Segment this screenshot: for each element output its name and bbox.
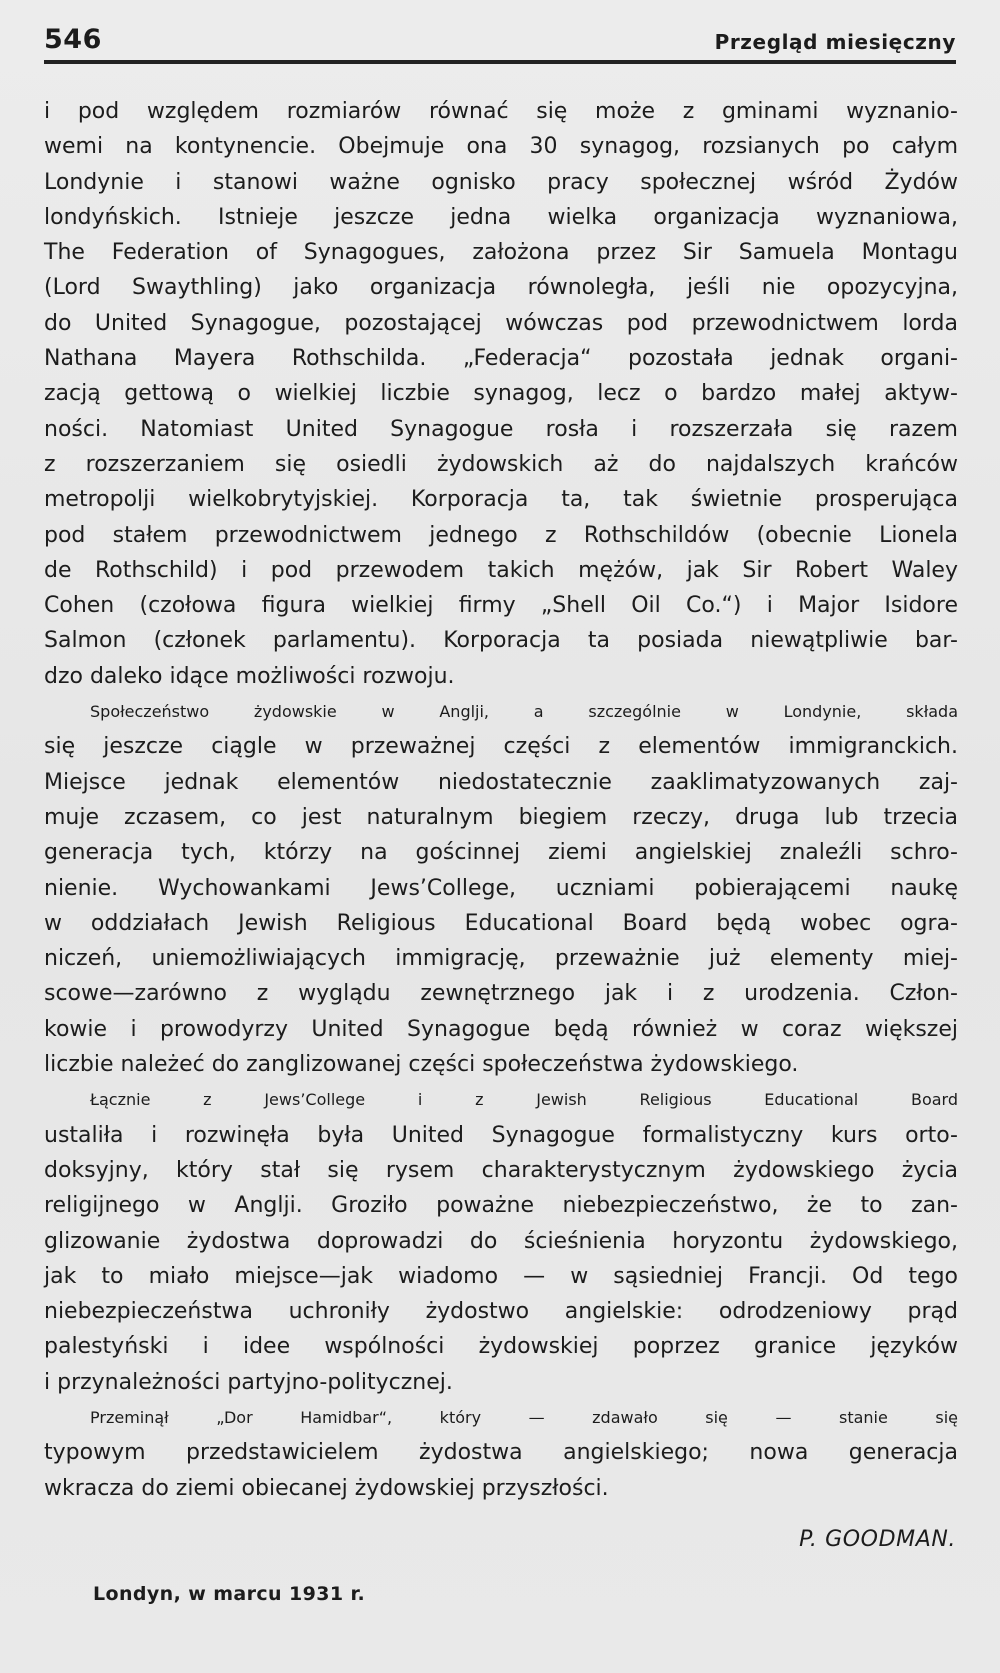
text-line: muje zczasem, co jest naturalnym biegiem rzeczy, druga lub trzecia (44, 804, 958, 830)
text-line: (Lord Swaythling) jako organizacja równoległa, jeśli nie opozycyjna, (44, 275, 958, 301)
text-line: Cohen (czołowa figura wielkiej firmy „Shell Oil Co.“) i Major Isidore (44, 593, 958, 619)
text-line: palestyński i idee wspólności żydowskiej poprzez granice języków (44, 1334, 958, 1360)
paragraph (44, 1082, 958, 1400)
text-line: glizowanie żydostwa doprowadzi do ścieśnienia horyzontu żydowskiego, (44, 1228, 958, 1254)
text-line: niczeń, uniemożliwiających immigrację, przeważnie już elementy miej- (44, 946, 958, 972)
running-title: Przegląd miesięczny (714, 30, 956, 54)
text-line: dzo daleko idące możliwości rozwoju. (44, 663, 455, 689)
paragraph (44, 694, 958, 1082)
text-line: liczbie należeć do zanglizowanej części społeczeństwa żydowskiego. (44, 1052, 799, 1078)
text-line: w oddziałach Jewish Religious Educational Board będą wobec ogra- (44, 910, 958, 936)
paragraph (44, 1400, 958, 1506)
text-line: i przynależności partyjno-politycznej. (44, 1369, 453, 1395)
text-line: nienie. Wychowankami Jews’College, uczniami pobierającemi naukę (44, 875, 958, 901)
text-line: wemi na kontynencie. Obejmuje ona 30 synagog, rozsianych po całym (44, 134, 958, 160)
text-line: metropolji wielkobrytyjskiej. Korporacja ta, tak świetnie prosperująca (44, 487, 958, 513)
text-line: Łącznie z Jews’College i z Jewish Religious Educational Board (90, 1090, 958, 1110)
text-line: doksyjny, który stał się rysem charakterystycznym żydowskiego życia (44, 1157, 958, 1183)
text-line: się jeszcze ciągle w przeważnej części z elementów immigranckich. (44, 734, 958, 760)
text-line: generacja tych, którzy na gościnnej ziemi angielskiej znaleźli schro- (44, 840, 958, 866)
text-line: londyńskich. Istnieje jeszcze jedna wielka organizacja wyznaniowa, (44, 204, 958, 230)
text-line: jak to miało miejsce—jak wiadomo — w sąsiedniej Francji. Od tego (44, 1263, 958, 1289)
text-line: The Federation of Synagogues, założona przez Sir Samuela Montagu (44, 240, 958, 266)
text-line: Przeminął „Dor Hamidbar“, który — zdawało się — stanie się (90, 1407, 958, 1427)
text-line: z rozszerzaniem się osiedli żydowskich aż do najdalszych krańców (44, 451, 958, 477)
text-line: Miejsce jednak elementów niedostatecznie zaaklimatyzowanych zaj- (44, 769, 958, 795)
text-line: Nathana Mayera Rothschilda. „Federacja“ pozostała jednak organi- (44, 346, 958, 372)
page-number: 546 (44, 24, 102, 55)
text-line: zacją gettową o wielkiej liczbie synagog, lecz o bardzo małej aktyw- (44, 381, 958, 407)
text-line: Społeczeństwo żydowskie w Anglji, a szczególnie w Londynie, składa (90, 702, 958, 722)
text-line: scowe—zarówno z wyglądu zewnętrznego jak i z urodzenia. Człon- (44, 981, 958, 1007)
author-signature: P. GOODMAN. (799, 1527, 956, 1552)
text-line: kowie i prowodyrzy United Synagogue będą również w coraz większej (44, 1016, 958, 1042)
paragraph (44, 94, 958, 694)
header-rule (44, 60, 956, 64)
text-line: de Rothschild) i pod przewodem takich mężów, jak Sir Robert Waley (44, 557, 958, 583)
text-line: ustaliła i rozwinęła była United Synagogue formalistyczny kurs orto- (44, 1122, 958, 1148)
text-line: wkracza do ziemi obiecanej żydowskiej przyszłości. (44, 1475, 609, 1501)
dateline: Londyn, w marcu 1931 r. (93, 1583, 366, 1605)
text-line: Salmon (członek parlamentu). Korporacja ta posiada niewątpliwie bar- (44, 628, 958, 654)
article-body (44, 94, 958, 1506)
text-line: i pod względem rozmiarów równać się może z gminami wyznanio- (44, 99, 958, 124)
text-line: pod stałem przewodnictwem jednego z Rothschildów (obecnie Lionela (44, 522, 958, 548)
text-line: religijnego w Anglji. Groziło poważne niebezpieczeństwo, że to zan- (44, 1193, 958, 1219)
text-line: niebezpieczeństwa uchroniły żydostwo angielskie: odrodzeniowy prąd (44, 1299, 958, 1325)
text-line: ności. Natomiast United Synagogue rosła i rozszerzała się razem (44, 416, 958, 442)
text-line: do United Synagogue, pozostającej wówczas pod przewodnictwem lorda (44, 310, 958, 336)
text-line: Londynie i stanowi ważne ognisko pracy społecznej wśród Żydów (44, 169, 958, 195)
text-line: typowym przedstawicielem żydostwa angielskiego; nowa generacja (44, 1440, 958, 1466)
